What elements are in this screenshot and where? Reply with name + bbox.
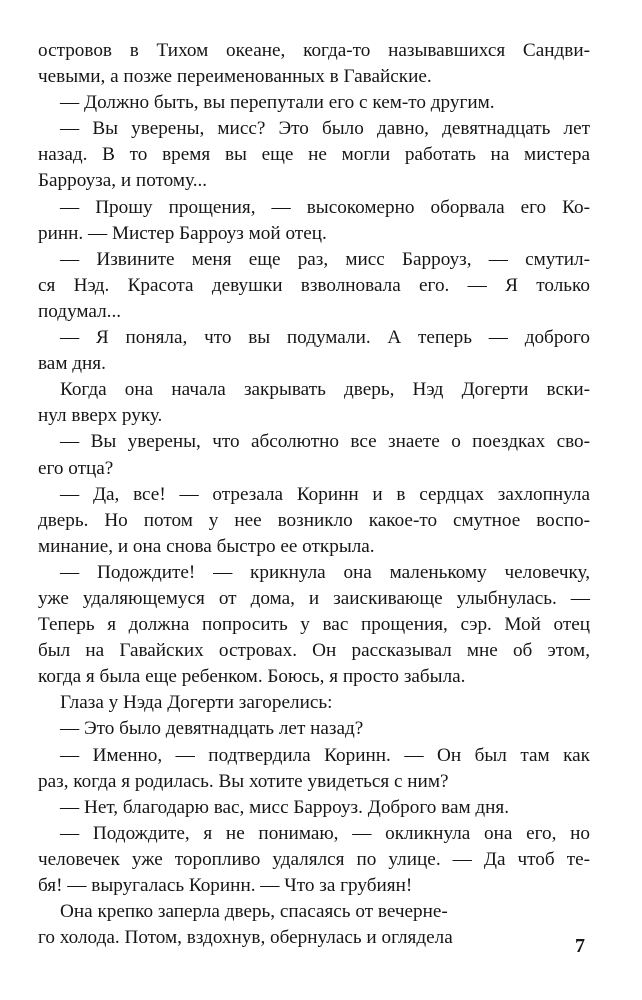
text-line: — Вы уверены, что абсолютно все знаете о поездках сво- [60, 431, 590, 453]
text-line: подумал... [38, 300, 122, 322]
text-line: чевыми, а позже переименованных в Гавайские. [38, 66, 432, 88]
text-line: — Подождите, я не понимаю, — окликнула она его, но [60, 822, 590, 844]
text-line: нул вверх руку. [38, 405, 163, 427]
text-line: — Должно быть, вы перепутали его с кем-то другим. [60, 92, 495, 114]
text-line: — Да, все! — отрезала Коринн и в сердцах захлопнула [60, 483, 590, 505]
text-line: Теперь я должна попросить у вас прощения, сэр. Мой отец [38, 614, 590, 636]
text-line: Глаза у Нэда Догерти загорелись: [60, 692, 333, 714]
text-line: минание, и она снова быстро ее открыла. [38, 535, 375, 557]
text-line: вам дня. [38, 353, 106, 375]
text-line: Когда она начала закрывать дверь, Нэд Догерти вски- [60, 379, 590, 401]
text-line: — Извините меня еще раз, мисс Барроуз, — смутил- [60, 248, 590, 270]
text-line: ринн. — Мистер Барроуз мой отец. [38, 222, 327, 244]
text-line: когда я была еще ребенком. Боюсь, я просто забыла. [38, 666, 466, 688]
text-line: человечек уже торопливо удалялся по улице. — Да чтоб те- [38, 848, 590, 870]
text-line: — Именно, — подтвердила Коринн. — Он был там как [60, 744, 590, 766]
text-line: островов в Тихом океане, когда-то называвшихся Сандви- [38, 40, 590, 61]
text-line: — Я поняла, что вы подумали. А теперь — доброго [60, 327, 590, 349]
text-line: был на Гавайских островах. Он рассказывал мне об этом, [38, 640, 590, 662]
text-line: — Это было девятнадцать лет назад? [60, 718, 364, 740]
text-line: ся Нэд. Красота девушки взволновала его. — Я только [38, 274, 590, 296]
text-line: го холода. Потом, вздохнув, обернулась и оглядела [38, 927, 453, 949]
text-line: бя! — выругалась Коринн. — Что за грубиян! [38, 875, 413, 896]
text-line: дверь. Но потом у нее возникло какое-то смутное воспо- [38, 509, 590, 531]
text-line: уже удаляющемуся от дома, и заискивающе улыбнулась. — [38, 587, 590, 609]
text-line: назад. В то время вы еще не могли работать на мистера [38, 144, 590, 166]
page-body-text [38, 38, 590, 951]
page-number: 7 [575, 935, 585, 957]
text-line: — Прошу прощения, — высокомерно оборвала его Ко- [60, 196, 590, 218]
text-line: — Нет, благодарю вас, мисс Барроуз. Доброго вам дня. [60, 796, 510, 818]
text-line: его отца? [38, 457, 114, 479]
text-line: Она крепко заперла дверь, спасаясь от вечерне- [60, 901, 448, 923]
text-line: раз, когда я родилась. Вы хотите увидеться с ним? [38, 770, 449, 792]
text-line: — Подождите! — крикнула она маленькому человечку, [60, 561, 590, 583]
text-line: Барроуза, и потому... [38, 170, 208, 192]
text-line: — Вы уверены, мисс? Это было давно, девятнадцать лет [60, 118, 590, 140]
